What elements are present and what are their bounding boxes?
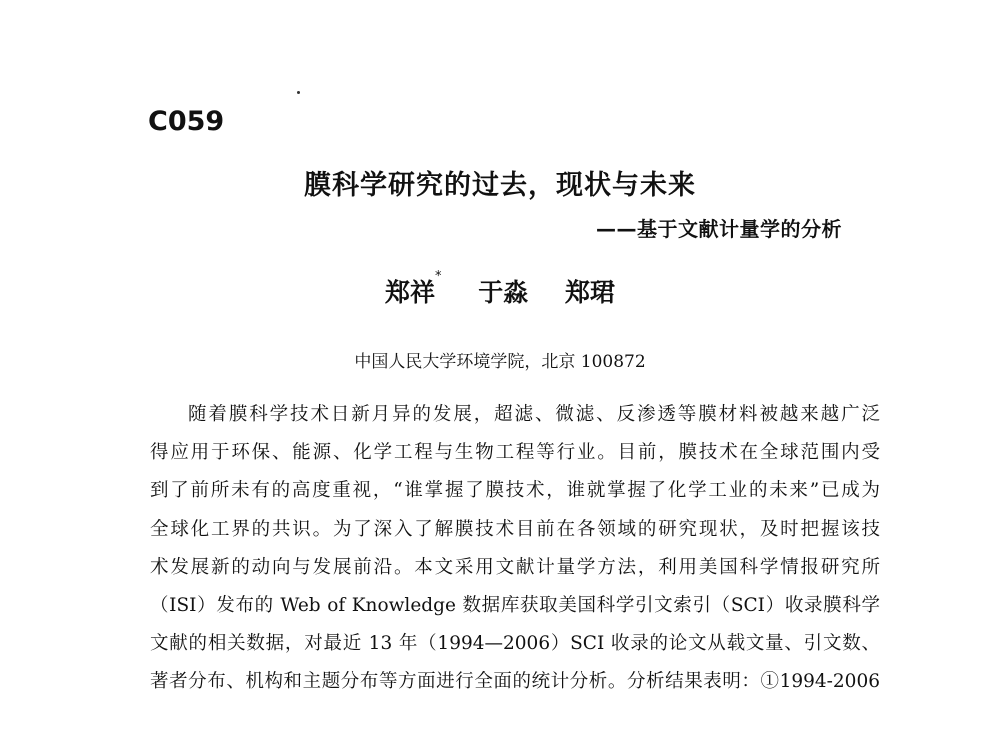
paper-subtitle: ——基于文献计量学的分析 (596, 217, 842, 241)
affiliation: 中国人民大学环境学院，北京 100872 (354, 352, 646, 372)
abstract-line: （ISI）发布的 Web of Knowledge 数据库获取美国科学引文索引（SCI）收录膜科学 (150, 594, 880, 616)
author-name: 郑珺 (564, 278, 615, 307)
paper-code: C059 (148, 106, 225, 137)
abstract-line: 文献的相关数据，对最近 13 年（1994—2006）SCI 收录的论文从载文量、引文数、 (150, 633, 880, 655)
abstract-body (150, 396, 880, 702)
author-list (0, 269, 1000, 309)
abstract-line: 随着膜科学技术日新月异的发展，超滤、微滤、反渗透等膜材料被越来越广泛 (188, 404, 880, 425)
paper-title: 膜科学研究的过去，现状与未来 (304, 170, 696, 201)
abstract-line: 得应用于环保、能源、化学工程与生物工程等行业。目前，膜技术在全球范围内受 (150, 442, 880, 464)
scan-speck (297, 91, 300, 94)
corresponding-author-mark: * (435, 269, 442, 284)
abstract-line: 到了前所未有的高度重视，“谁掌握了膜技术，谁就掌握了化学工业的未来”已成为 (150, 480, 880, 502)
abstract-line: 术发展新的动向与发展前沿。本文采用文献计量学方法，利用美国科学情报研究所 (150, 556, 880, 578)
author-name: 于淼 (478, 278, 529, 307)
abstract-line: 全球化工界的共识。为了深入了解膜技术目前在各领域的研究现状，及时把握该技 (150, 518, 880, 540)
author-name: 郑祥* (385, 269, 442, 307)
abstract-line: 著者分布、机构和主题分布等方面进行全面的统计分析。分析结果表明：①1994-2006 (150, 671, 880, 693)
